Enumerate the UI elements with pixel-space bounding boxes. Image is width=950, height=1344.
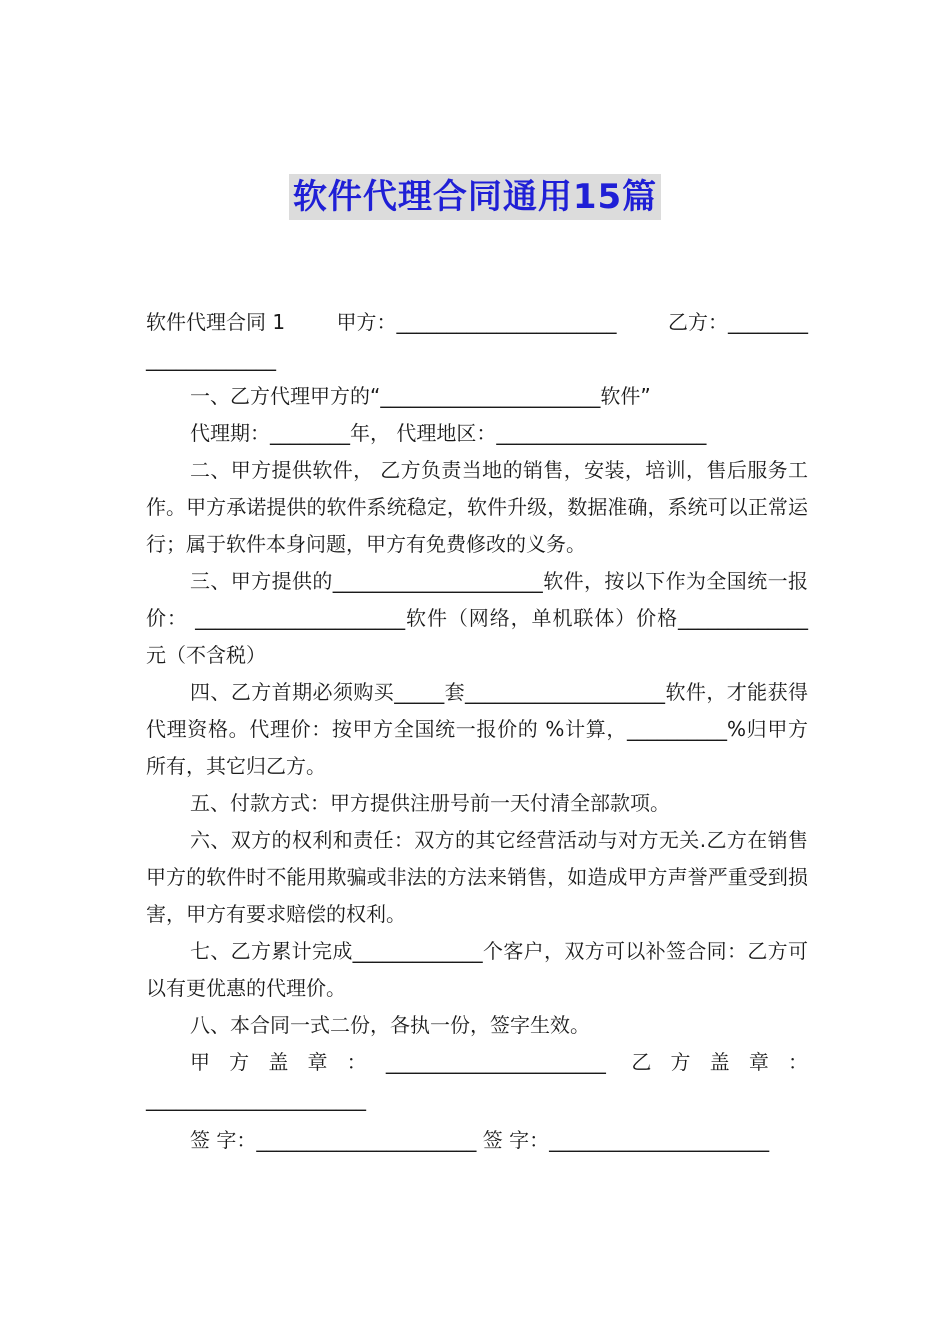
seal-line: 甲方盖章：______________________ 乙方盖章：______________________ <box>146 1050 808 1111</box>
clause-4: 四、乙方首期必须购买_____套____________________软件，才能获得代理资格。代理价：按甲方全国统一报价的 %计算，__________%归甲方所有，其它归乙方。 <box>146 680 808 778</box>
clause-2: 二、甲方提供软件， 乙方负责当地的销售，安装，培训，售后服务工作。甲方承诺提供的软件系统稳定，软件升级，数据准确，系统可以正常运行；属于软件本身问题，甲方有免费修改的义务。 <box>146 458 808 556</box>
title-wrap <box>0 174 950 220</box>
party-a-field: 甲方：______________________ <box>336 310 617 334</box>
contract-body <box>146 304 808 1159</box>
clause-5: 五、付款方式：甲方提供注册号前一天付清全部款项。 <box>190 791 670 815</box>
signature-line: 签 字：______________________ 签 字：______________________ <box>190 1128 770 1152</box>
document-title: 软件代理合同通用15篇 <box>289 174 661 220</box>
contract-number: 软件代理合同 1 <box>146 310 286 334</box>
clause-agency-period: 代理期：________年， 代理地区：_____________________ <box>190 421 707 445</box>
clause-7: 七、乙方累计完成_____________个客户，双方可以补签合同：乙方可以有更优惠的代理价。 <box>146 939 808 1000</box>
clause-6: 六、双方的权利和责任：双方的其它经营活动与对方无关.乙方在销售甲方的软件时不能用欺骗或非法的方法来销售，如造成甲方声誉严重受到损害，甲方有要求赔偿的权利。 <box>146 828 808 926</box>
party-line <box>146 304 808 341</box>
party-b-continuation: _____________ <box>146 347 276 371</box>
party-b-field: 乙方：________ <box>668 310 808 334</box>
clause-3: 三、甲方提供的_____________________软件，按以下作为全国统一报价： _____________________软件（网络，单机联体）价格_____________元（不含税） <box>146 569 808 667</box>
clause-1: 一、乙方代理甲方的“______________________软件” <box>190 384 651 408</box>
clause-8: 八、本合同一式二份，各执一份，签字生效。 <box>190 1013 590 1037</box>
